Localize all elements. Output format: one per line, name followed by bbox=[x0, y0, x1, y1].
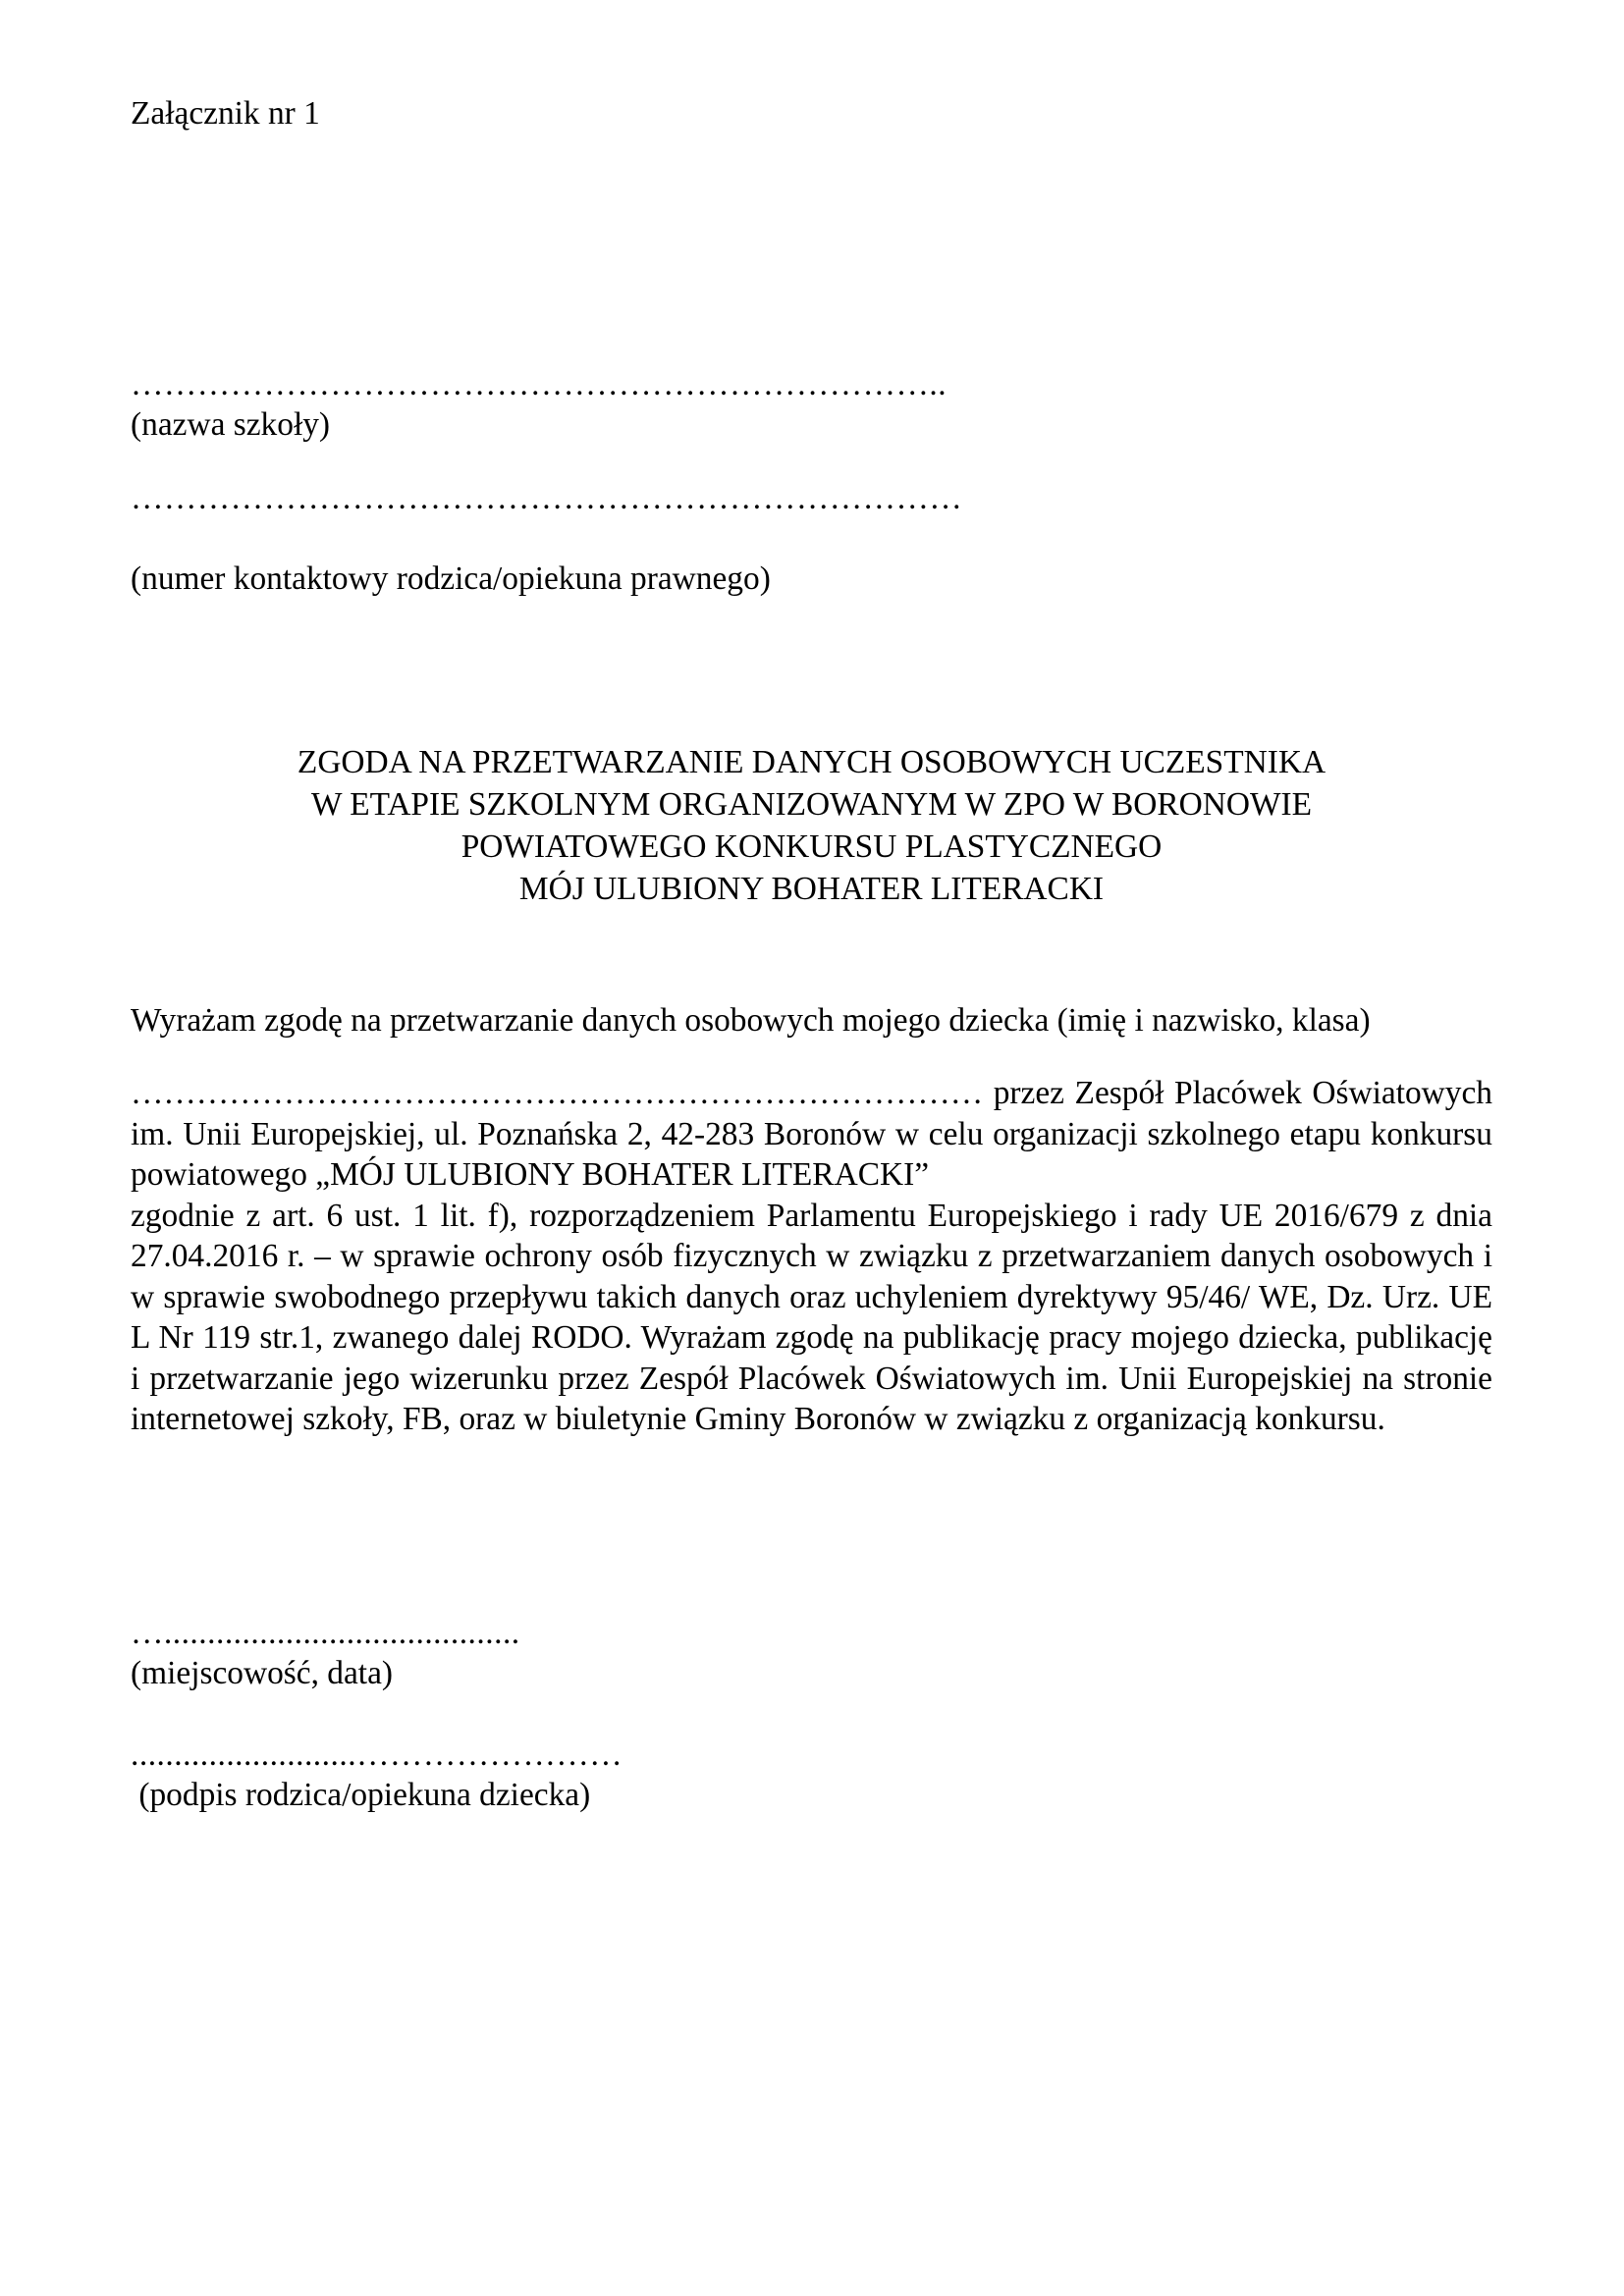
title-line-4: MÓJ ULUBIONY BOHATER LITERACKI bbox=[518, 870, 1105, 907]
school-name-caption: (nazwa szkoły) bbox=[131, 406, 331, 443]
contact-number-fill-line: ………………………………………………………………… bbox=[131, 479, 963, 516]
place-date-caption: (miejscowość, data) bbox=[131, 1655, 394, 1691]
school-name-fill-line: ……………………………………………………………….. bbox=[131, 365, 947, 402]
signature-fill-line: ..........................…………………… bbox=[131, 1735, 623, 1773]
document-title bbox=[131, 741, 1492, 910]
consent-body-paragraph bbox=[131, 1073, 1492, 1440]
title-line-1: ZGODA NA PRZETWARZANIE DANYCH OSOBOWYCH UCZESTNIKA bbox=[297, 743, 1326, 780]
contact-number-caption: (numer kontaktowy rodzica/opiekuna prawnego) bbox=[131, 561, 771, 597]
consent-body-part1: …………………………………………………………………… przez Zespół Placówek Oświatowych im. Unii Europejskiej, ul. Poznańska 2, 42-283 Boronów w celu organizacji szkolnego etapu konkursu powiatowego „MÓJ ULUBIONY BOHATER LITERACKI” bbox=[131, 1075, 1492, 1193]
title-line-3: POWIATOWEGO KONKURSU PLASTYCZNEGO bbox=[460, 828, 1163, 865]
signature-caption: (podpis rodzica/opiekuna dziecka) bbox=[131, 1777, 591, 1813]
attachment-label: Załącznik nr 1 bbox=[131, 95, 320, 132]
place-date-fill-line: …......................................... bbox=[131, 1614, 520, 1651]
title-line-2: W ETAPIE SZKOLNYM ORGANIZOWANYM W ZPO W BORONOWIE bbox=[310, 785, 1313, 823]
consent-body-part2: zgodnie z art. 6 ust. 1 lit. f), rozporządzeniem Parlamentu Europejskiego i rady UE 2016/679 z dnia 27.04.2016 r. – w sprawie ochrony osób fizycznych w związku z przetwarzaniem danych osobowych i w sprawie swobodnego przepływu takich danych oraz uchyleniem dyrektywy 95/46/ WE, Dz. Urz. UE L Nr 119 str.1, zwanego dalej RODO. Wyrażam zgodę na publikację pracy mojego dziecka, publikację i przetwarzanie jego wizerunku przez Zespół Placówek Oświatowych im. Unii Europejskiej na stronie internetowej szkoły, FB, oraz w biuletynie Gminy Boronów w związku z organizacją konkursu. bbox=[131, 1197, 1492, 1437]
consent-intro-text: Wyrażam zgodę na przetwarzanie danych osobowych mojego dziecka (imię i nazwisko, klasa) bbox=[131, 1001, 1371, 1039]
